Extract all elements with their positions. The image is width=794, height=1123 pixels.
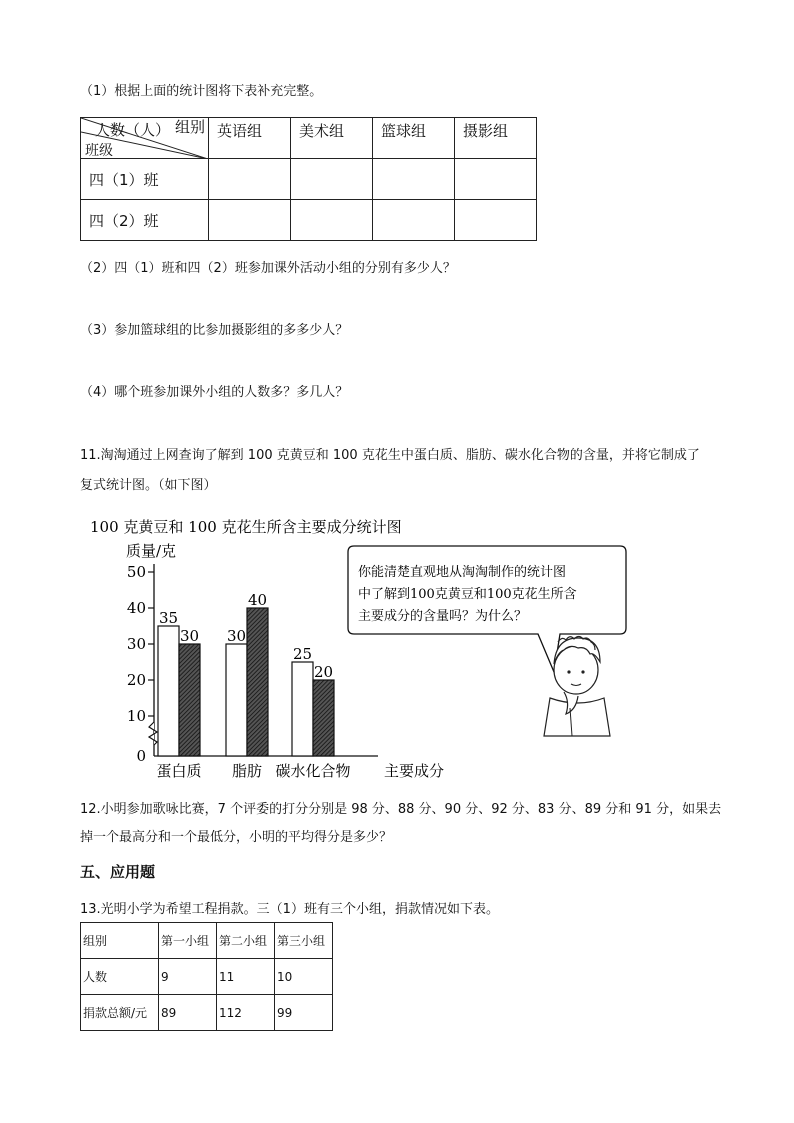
data-label: 30 [179,627,200,645]
table-cell: 人数 [81,959,159,995]
table-cell: 第一小组 [159,923,217,959]
table-cell: 89 [159,995,217,1031]
bar-chart [80,512,720,787]
bar [292,662,313,756]
table-cell: 捐款总额/元 [81,995,159,1031]
column-header: 篮球组 [373,118,455,159]
column-header: 摄影组 [455,118,537,159]
blank-cell[interactable] [455,200,537,241]
question-1-text: （1）根据上面的统计图将下表补充完整。 [80,84,323,99]
question-12-line2: 掉一个最高分和一个最低分，小明的平均得分是多少？ [80,830,393,845]
table-cell: 第三小组 [275,923,333,959]
bar [226,644,247,756]
y-axis-label: 质量/克 [126,542,177,560]
section-heading: 五、应用题 [80,863,156,881]
table-row [81,923,333,959]
table-row [81,959,333,995]
bar [158,626,179,756]
row-header: 四（2）班 [81,200,209,241]
question-2-text: （2）四（1）班和四（2）班参加课外活动小组的分别有多少人？ [80,261,456,276]
y-tick-label: 40 [126,599,146,617]
table-row [81,159,537,200]
bar [179,644,200,756]
fill-in-table [80,117,537,241]
y-tick-label: 10 [126,707,146,725]
table-cell: 99 [275,995,333,1031]
data-label: 40 [247,591,268,609]
category-label: 碳水化合物 [275,762,351,780]
blank-cell[interactable] [373,200,455,241]
blank-cell[interactable] [209,159,291,200]
row-header: 四（1）班 [81,159,209,200]
table-cell: 112 [217,995,275,1031]
blank-cell[interactable] [373,159,455,200]
bubble-text: 主要成分的含量吗？为什么？ [358,609,528,624]
question-11-line2: 复式统计图。（如下图） [80,478,217,493]
y-tick-label: 0 [136,747,146,765]
table-cell: 第二小组 [217,923,275,959]
table-row [81,995,333,1031]
question-3-text: （3）参加篮球组的比参加摄影组的多多少人？ [80,323,349,338]
y-tick-label: 20 [126,671,146,689]
y-tick-label: 50 [126,563,146,581]
diagonal-header-cell [81,118,209,159]
data-label: 35 [158,609,179,627]
question-4-text: （4）哪个班参加课外小组的人数多？多几人？ [80,385,349,400]
chart-title: 100 克黄豆和 100 克花生所含主要成分统计图 [90,518,402,536]
table-cell: 11 [217,959,275,995]
question-11-line1: 11.淘淘通过上网查询了解到 100 克黄豆和 100 克花生中蛋白质、脂肪、碳水化合物的含量，并将它制成了 [80,448,700,463]
table-cell: 10 [275,959,333,995]
column-header: 美术组 [291,118,373,159]
blank-cell[interactable] [291,159,373,200]
question-13-text: 13.光明小学为希望工程捐款。三（1）班有三个小组，捐款情况如下表。 [80,902,499,917]
axis-break [149,722,157,745]
bar [313,680,334,756]
column-header: 英语组 [209,118,291,159]
donation-table [80,922,333,1031]
question-12-line1: 12.小明参加歌咏比赛，7 个评委的打分分别是 98 分、88 分、90 分、92 分、83 分、89 分和 91 分，如果去 [80,802,722,817]
bubble-text: 中了解到100克黄豆和100克花生所含 [358,587,577,602]
data-label: 30 [226,627,247,645]
y-tick-label: 30 [126,635,146,653]
x-axis-label: 主要成分 [384,762,445,780]
table-cell: 9 [159,959,217,995]
blank-cell[interactable] [291,200,373,241]
data-label: 20 [313,663,334,681]
header-people-label: 人数（人） [95,121,171,139]
bar [247,608,268,756]
header-class-label: 班级 [85,143,113,159]
table-cell: 组别 [81,923,159,959]
category-label: 脂肪 [231,762,263,780]
blank-cell[interactable] [209,200,291,241]
bubble-text: 你能清楚直观地从淘淘制作的统计图 [358,565,567,580]
header-group-label: 组别 [175,118,206,136]
data-label: 25 [292,645,313,663]
chart-bars [156,591,350,780]
blank-cell[interactable] [455,159,537,200]
category-label: 蛋白质 [156,762,202,780]
chart-svg [80,512,720,787]
table-row [81,200,537,241]
